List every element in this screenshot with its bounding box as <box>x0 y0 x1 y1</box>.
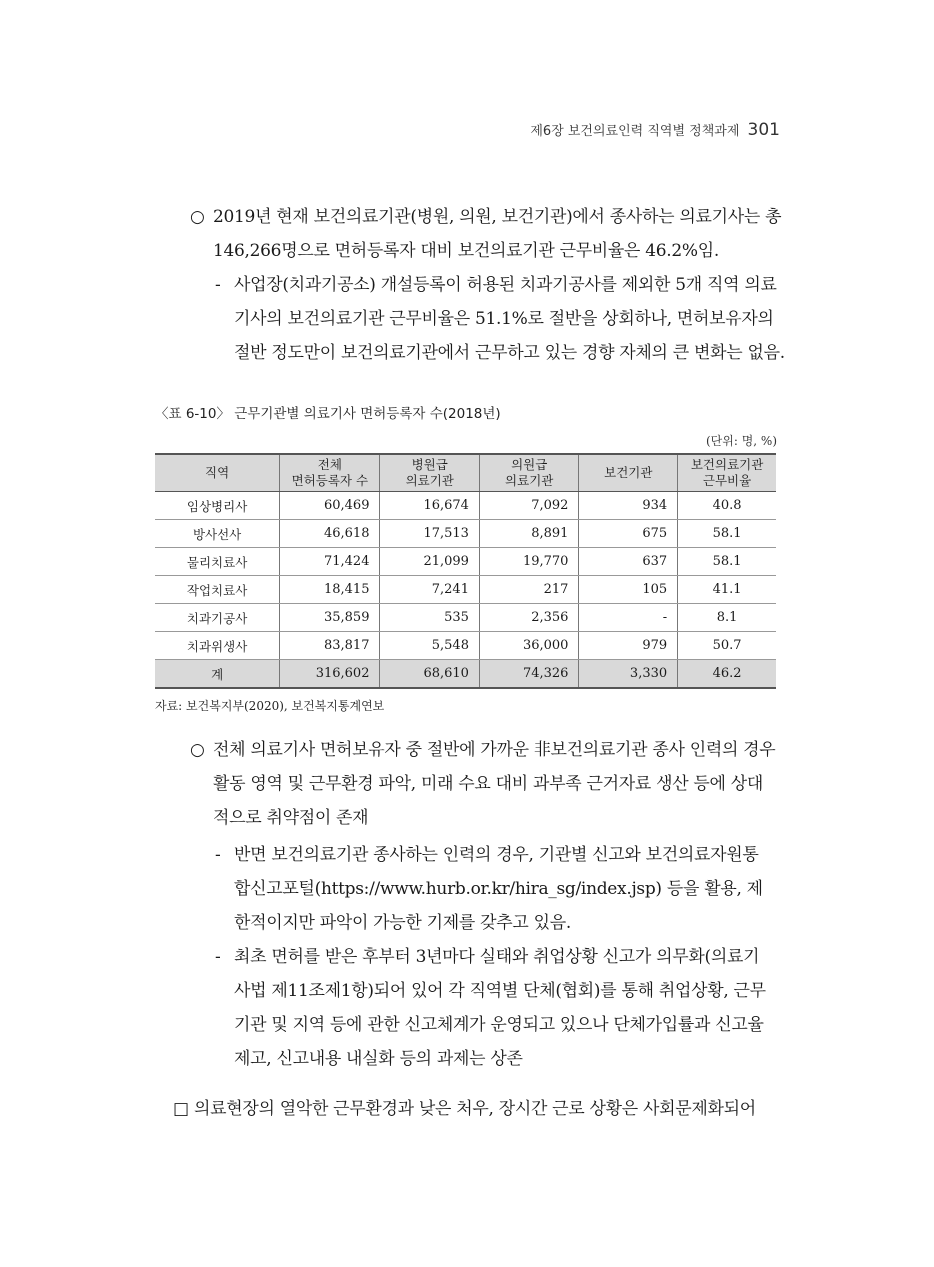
header-cell: 의원급 의료기관 <box>479 454 578 492</box>
paragraph-line: 전체 의료기사 면허보유자 중 절반에 가까운 非보건의료기관 종사 인력의 경우 <box>213 740 776 760</box>
public-health-cell: - <box>579 604 678 632</box>
public-health-cell: 637 <box>579 548 678 576</box>
total-licensed-cell: 35,859 <box>280 604 380 632</box>
circle-bullet: ○ <box>190 740 205 760</box>
hospital-cell: 21,099 <box>380 548 479 576</box>
total-label-cell: 계 <box>155 660 280 689</box>
ratio-cell: 50.7 <box>678 632 776 660</box>
table-source: 자료: 보건복지부(2020), 보건복지통계연보 <box>155 699 385 713</box>
public-health-cell: 675 <box>579 520 678 548</box>
paragraph-line: 최초 면허를 받은 후부터 3년마다 실태와 취업상황 신고가 의무화(의료기 <box>234 947 760 967</box>
total-licensed-cell: 46,618 <box>280 520 380 548</box>
occupation-cell: 작업치료사 <box>155 576 280 604</box>
occupation-cell: 치과위생사 <box>155 632 280 660</box>
clinic-cell: 36,000 <box>479 632 578 660</box>
header-cell: 직역 <box>155 454 280 492</box>
ratio-cell: 58.1 <box>678 520 776 548</box>
paragraph-line: 사법 제11조제1항)되어 있어 각 직역별 단체(협회)를 통해 취업상황, 근무 <box>234 981 766 1001</box>
paragraph-line: 사업장(치과기공소) 개설등록이 허용된 치과기공사를 제외한 5개 직역 의료 <box>234 275 777 295</box>
table-unit: (단위: 명, %) <box>705 434 777 448</box>
public-health-cell: 979 <box>579 632 678 660</box>
chapter-title: 제6장 보건의료인력 직역별 정책과제 <box>530 124 740 139</box>
paragraph-line: 한적이지만 파악이 가능한 기제를 갖추고 있음. <box>234 913 571 933</box>
occupation-cell: 치과기공사 <box>155 604 280 632</box>
page-number: 301 <box>747 120 780 140</box>
clinic-cell: 8,891 <box>479 520 578 548</box>
table-header-row <box>155 454 776 492</box>
dash-bullet: - <box>215 845 221 865</box>
clinic-cell: 7,092 <box>479 492 578 520</box>
paragraph-line: 기사의 보건의료기관 근무비율은 51.1%로 절반을 상회하나, 면허보유자의 <box>234 309 774 329</box>
dash-bullet: - <box>215 947 221 967</box>
hospital-cell: 5,548 <box>380 632 479 660</box>
hospital-cell: 16,674 <box>380 492 479 520</box>
ratio-cell: 58.1 <box>678 548 776 576</box>
header-cell: 보건의료기관 근무비율 <box>678 454 776 492</box>
table-total-row <box>155 660 776 689</box>
public-health-cell: 3,330 <box>579 660 678 689</box>
table-row <box>155 520 776 548</box>
clinic-cell: 217 <box>479 576 578 604</box>
square-bullet: □ <box>173 1099 189 1119</box>
table-row <box>155 548 776 576</box>
clinic-cell: 2,356 <box>479 604 578 632</box>
header-cell: 병원급 의료기관 <box>380 454 479 492</box>
paragraph-line: 기관 및 지역 등에 관한 신고체계가 운영되고 있으나 단체가입률과 신고율 <box>234 1015 764 1035</box>
hospital-cell: 17,513 <box>380 520 479 548</box>
total-licensed-cell: 71,424 <box>280 548 380 576</box>
paragraph-line: 적으로 취약점이 존재 <box>213 808 369 828</box>
table-caption: 〈표 6-10〉 근무기관별 의료기사 면허등록자 수(2018년) <box>155 406 501 422</box>
paragraph-2-sub-1 <box>215 838 763 940</box>
hospital-cell: 535 <box>380 604 479 632</box>
paragraph-1-sub <box>215 268 785 370</box>
paragraph-3 <box>173 1092 756 1126</box>
public-health-cell: 105 <box>579 576 678 604</box>
hospital-cell: 7,241 <box>380 576 479 604</box>
paragraph-line: 활동 영역 및 근무환경 파악, 미래 수요 대비 과부족 근거자료 생산 등에 상대 <box>213 774 764 794</box>
paragraph-2-sub-2 <box>215 940 766 1076</box>
ratio-cell: 46.2 <box>678 660 776 689</box>
table-row <box>155 576 776 604</box>
paragraph-1 <box>190 200 781 268</box>
header-cell: 보건기관 <box>579 454 678 492</box>
hospital-cell: 68,610 <box>380 660 479 689</box>
paragraph-line: 반면 보건의료기관 종사하는 인력의 경우, 기관별 신고와 보건의료자원통 <box>234 845 759 865</box>
circle-bullet: ○ <box>190 207 205 227</box>
total-licensed-cell: 316,602 <box>280 660 380 689</box>
paragraph-line: 146,266명으로 면허등록자 대비 보건의료기관 근무비율은 46.2%임. <box>213 241 720 261</box>
occupation-cell: 임상병리사 <box>155 492 280 520</box>
total-licensed-cell: 83,817 <box>280 632 380 660</box>
table-row <box>155 604 776 632</box>
paragraph-line: 제고, 신고내용 내실화 등의 과제는 상존 <box>234 1049 523 1069</box>
paragraph-line: 2019년 현재 보건의료기관(병원, 의원, 보건기관)에서 종사하는 의료기사는 총 <box>213 207 782 227</box>
clinic-cell: 74,326 <box>479 660 578 689</box>
total-licensed-cell: 18,415 <box>280 576 380 604</box>
ratio-cell: 40.8 <box>678 492 776 520</box>
public-health-cell: 934 <box>579 492 678 520</box>
dash-bullet: - <box>215 275 221 295</box>
table-row <box>155 632 776 660</box>
data-table <box>155 453 776 689</box>
paragraph-line: 의료현장의 열악한 근무환경과 낮은 처우, 장시간 근로 상황은 사회문제화되어 <box>194 1099 756 1119</box>
paragraph-line: 합신고포털(https://www.hurb.or.kr/hira_sg/index.jsp) 등을 활용, 제 <box>234 879 763 899</box>
ratio-cell: 41.1 <box>678 576 776 604</box>
occupation-cell: 물리치료사 <box>155 548 280 576</box>
paragraph-line: 절반 정도만이 보건의료기관에서 근무하고 있는 경향 자체의 큰 변화는 없음. <box>234 343 785 363</box>
paragraph-2 <box>190 733 775 835</box>
ratio-cell: 8.1 <box>678 604 776 632</box>
header-cell: 전체 면허등록자 수 <box>280 454 380 492</box>
table-row <box>155 492 776 520</box>
clinic-cell: 19,770 <box>479 548 578 576</box>
total-licensed-cell: 60,469 <box>280 492 380 520</box>
occupation-cell: 방사선사 <box>155 520 280 548</box>
running-header <box>530 120 780 140</box>
